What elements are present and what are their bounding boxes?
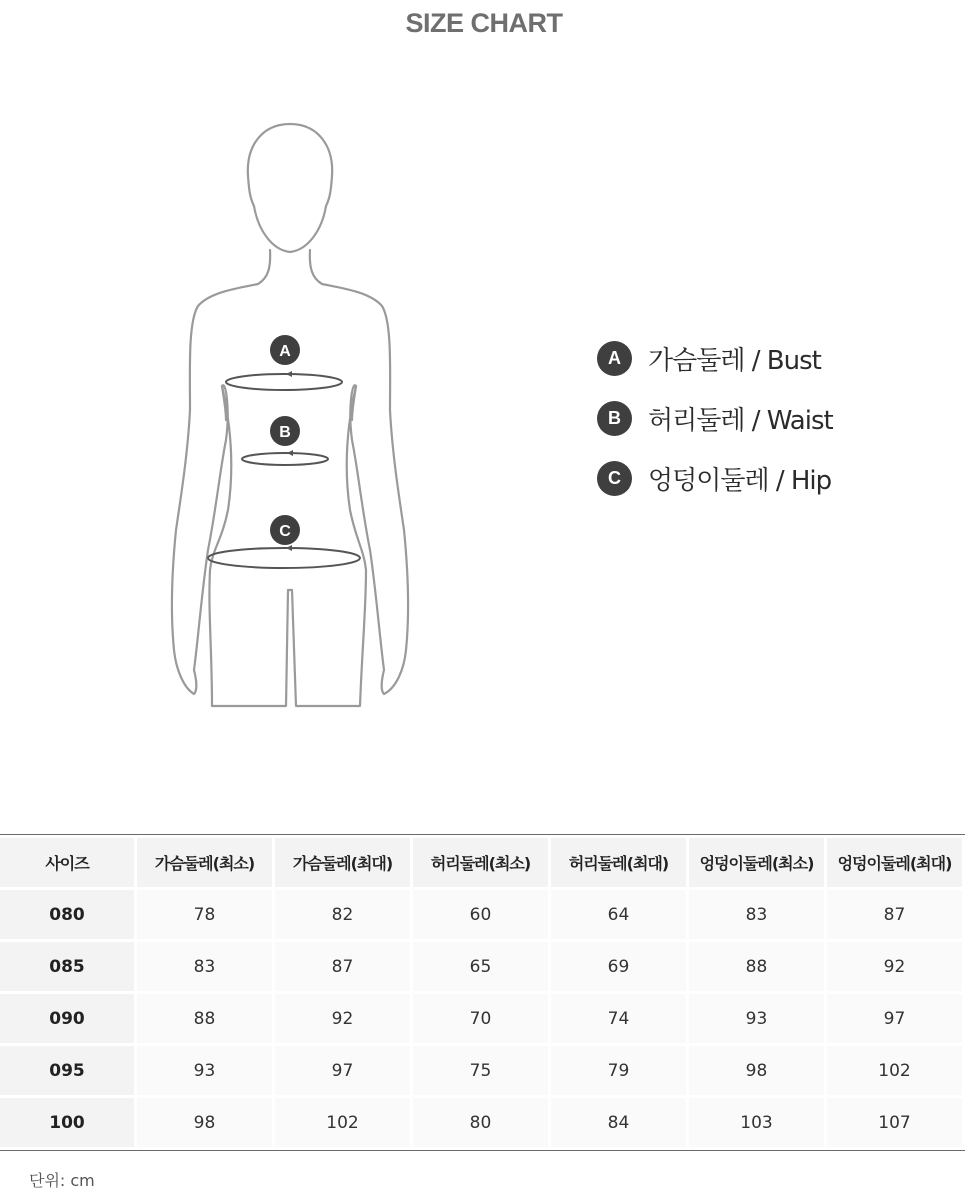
- table-cell: 79: [551, 1046, 686, 1095]
- size-cell: 095: [0, 1046, 134, 1095]
- table-cell: 97: [827, 994, 962, 1043]
- legend-badge-b: B: [597, 401, 632, 436]
- table-row: [0, 942, 962, 991]
- table-cell: 78: [137, 890, 272, 939]
- table-cell: 87: [275, 942, 410, 991]
- marker-c: [270, 515, 300, 545]
- legend-label-waist: 허리둘레 / Waist: [648, 405, 833, 436]
- table-cell: 97: [275, 1046, 410, 1095]
- table-cell: 75: [413, 1046, 548, 1095]
- unit-note: 단위: cm: [29, 1171, 95, 1190]
- table-row: [0, 994, 962, 1043]
- legend-item-hip: [597, 458, 833, 498]
- header-hip-max: 엉덩이둘레(최대): [827, 838, 962, 887]
- legend-item-waist: [597, 398, 833, 438]
- table-cell: 65: [413, 942, 548, 991]
- table-cell: 93: [137, 1046, 272, 1095]
- table-cell: 83: [689, 890, 824, 939]
- table-row: [0, 1098, 962, 1147]
- legend-label-hip: 엉덩이둘레 / Hip: [648, 465, 832, 496]
- table-cell: 98: [137, 1098, 272, 1147]
- header-waist-min: 허리둘레(최소): [413, 838, 548, 887]
- size-cell: 080: [0, 890, 134, 939]
- table-header-row: [0, 838, 962, 887]
- header-bust-min: 가슴둘레(최소): [137, 838, 272, 887]
- legend-label-bust: 가슴둘레 / Bust: [648, 345, 821, 376]
- marker-a-letter: A: [279, 343, 291, 360]
- table-cell: 74: [551, 994, 686, 1043]
- table-cell: 60: [413, 890, 548, 939]
- hip-measure-ellipse: [208, 548, 360, 568]
- table-cell: 103: [689, 1098, 824, 1147]
- size-table-container: [0, 834, 968, 1151]
- header-hip-min: 엉덩이둘레(최소): [689, 838, 824, 887]
- measurement-legend: [597, 338, 833, 518]
- figure-head: [248, 124, 332, 252]
- table-cell: 80: [413, 1098, 548, 1147]
- table-cell: 93: [689, 994, 824, 1043]
- table-cell: 98: [689, 1046, 824, 1095]
- table-cell: 87: [827, 890, 962, 939]
- marker-a: [270, 335, 300, 365]
- legend-item-bust: [597, 338, 833, 378]
- table-row: [0, 1046, 962, 1095]
- table-cell: 88: [137, 994, 272, 1043]
- marker-b-letter: B: [279, 424, 291, 441]
- table-cell: 102: [275, 1098, 410, 1147]
- legend-badge-c: C: [597, 461, 632, 496]
- legend-badge-a: A: [597, 341, 632, 376]
- table-cell: 92: [827, 942, 962, 991]
- table-cell: 102: [827, 1046, 962, 1095]
- table-row: [0, 890, 962, 939]
- header-size: 사이즈: [0, 838, 134, 887]
- page-title: SIZE CHART: [405, 8, 563, 38]
- bust-measure-ellipse: [226, 374, 342, 390]
- size-cell: 085: [0, 942, 134, 991]
- body-figure-diagram: [150, 110, 430, 720]
- size-cell: 100: [0, 1098, 134, 1147]
- table-cell: 82: [275, 890, 410, 939]
- header-bust-max: 가슴둘레(최대): [275, 838, 410, 887]
- table-cell: 69: [551, 942, 686, 991]
- figure-body-outline: [172, 250, 408, 706]
- waist-measure-ellipse: [242, 453, 328, 465]
- size-table: [0, 834, 965, 1151]
- header-waist-max: 허리둘레(최대): [551, 838, 686, 887]
- size-cell: 090: [0, 994, 134, 1043]
- table-cell: 84: [551, 1098, 686, 1147]
- table-cell: 64: [551, 890, 686, 939]
- marker-b: [270, 416, 300, 446]
- table-cell: 88: [689, 942, 824, 991]
- table-cell: 83: [137, 942, 272, 991]
- table-cell: 70: [413, 994, 548, 1043]
- marker-c-letter: C: [279, 523, 291, 540]
- table-cell: 92: [275, 994, 410, 1043]
- table-cell: 107: [827, 1098, 962, 1147]
